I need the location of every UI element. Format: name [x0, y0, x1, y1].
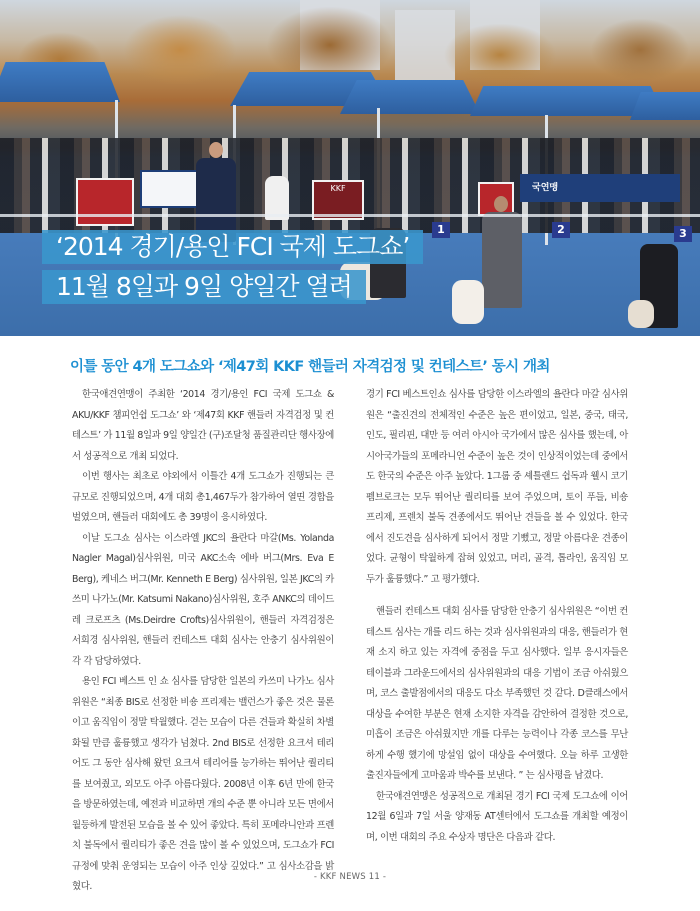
paragraph: 이날 도그쇼 심사는 이스라엘 JKC의 욜란다 마갈(Ms. Yolanda Nagler Magal)심사위원, 미국 AKC소속 에바 버그(Mrs. Eva E Berg), 케네스 버그(Mr. Kenneth E Berg) 심사위원, 일본 JKC의 카쓰미 나가노(Mr. Katsumi Nakano)심사위원, 호주 ANKC의 데이드레 크로프츠 (Ms.Deirdre Crofts)심사위원이, 핸들러 자격검정은 서희경 심사위원, 핸들러 컨테스트 대회 심사는 안충기 심사위원이 각 각 담당하였다.	[72, 532, 334, 667]
page-footer: - KKF NEWS 11 -	[313, 872, 387, 882]
show-dog	[452, 280, 484, 324]
board-label: KKF	[330, 184, 346, 193]
ring-banner-text: 국연맹	[532, 183, 559, 193]
show-dog	[628, 300, 654, 328]
hero-photo	[0, 0, 700, 336]
headline-line-1: ‘2014 경기/용인 FCI 국제 도그쇼’	[42, 230, 423, 264]
ring-number-sign: 3	[674, 226, 692, 242]
ring-banner	[520, 174, 680, 202]
person-head	[209, 142, 223, 158]
judge-table	[76, 178, 134, 226]
canopy-tent	[630, 92, 700, 120]
canopy-tent	[0, 62, 120, 102]
ring-rope	[0, 214, 700, 217]
paragraph: 한국애견연맹은 성공적으로 개최된 경기 FCI 국제 도그쇼에 이어 12월 6일과 7일 서울 양재동 AT센터에서 도그쇼를 개최할 예정이며, 이번 대회의 주요 수상자 명단은 다음과 같다.	[366, 790, 628, 843]
subheadline: 이틀 동안 4개 도그쇼와 ‘제47회 KKF 핸들러 자격검정 및 컨테스트’ 동시 개최	[70, 359, 550, 375]
article-left-column	[72, 385, 334, 898]
headline-line-2: 11월 8일과 9일 양일간 열려	[42, 270, 366, 304]
ring-number-sign: 2	[552, 222, 570, 238]
handler-figure	[482, 212, 522, 308]
paragraph: 한국애견연맹이 주최한 ‘2014 경기/용인 FCI 국제 도그쇼 & AKU/KKF 챔피언쉽 도그쇼’ 와 ‘제47회 KKF 핸들러 자격검정 및 컨테스트’ 가 11월 8일과 9일 양일간 (구)조달청 품질관리단 행사장에서 성공적으로 개최 되었다.	[72, 389, 334, 462]
headline	[42, 230, 423, 304]
paragraph: 핸들러 컨테스트 대회 심사를 담당한 안충기 심사위원은 “이번 컨테스트 심사는 개를 리드 하는 것과 심사위원과의 대응, 핸들러가 현재 소지 하고 있는 자격에 중점을 두고 심사했다. 일부 응시자들은 테이블과 그라운드에서의 심사위원과의 대응 기법이 조금 아쉬웠으며, 코스 출발점에서의 대응도 다소 부족했던 것 같다. D클래스에서 대상을 수여한 부분은 현재 소지한 자격을 감안하여 결정한 것으로, 미흡이 조금은 아쉬웠지만 개를 다루는 능력이나 각종 코스를 무난하게 수행 했기에 망설임 없이 대상을 수여했다. 오늘 하루 고생한 출진자들에게 고마움과 박수를 보낸다. ” 는 심사평을 남겼다.	[366, 606, 628, 781]
person-head	[494, 196, 508, 212]
article-right-column	[366, 385, 628, 848]
paragraph: 용인 FCI 베스트 인 쇼 심사를 담당한 일본의 카쓰미 나가노 심사위원은 “최종 BIS로 선정한 비숑 프리제는 밸런스가 좋은 것은 물론이고 움직임이 정말 탁월했다. 걷는 모습이 다른 견들과 확실히 차별화될 만큼 훌륭했고 생각가 넘쳤다. 2nd BIS로 선정한 요크셔 테리어도 그 동안 심사해 왔던 요크셔 테리어를 능가하는 뛰어난 퀄리티를 보여줬고, 외모도 아주 아름다웠다. 2008년 이후 6년 만에 한국을 방문하였는데, 예전과 비교하면 개의 수준 뿐 아니라 모든 면에서 월등하게 발전된 모습을 볼 수 있어 좋았다. 특히 포메라니안과 프렌치 불독에서 퀄리티가 좋은 견을 많이 볼 수 있었으며, 도그쇼가 FCI 규정에 맞춰 운영되는 모습이 아주 인상 깊었다.” 고 심사소감을 밝혔다.	[72, 676, 334, 892]
canopy-tent	[340, 80, 480, 114]
ring-number-sign: 1	[432, 222, 450, 238]
paragraph: 이번 행사는 최초로 야외에서 이틀간 4개 도그쇼가 진행되는 큰 규모로 진행되었으며, 4개 대회 총1,467두가 참가하여 열띤 경합을 벌였으며, 핸들러 대회에도 총 39명이 응시하였다.	[72, 471, 334, 523]
paragraph: 경기 FCI 베스트인쇼 심사를 담당한 이스라엘의 욜란다 마갈 심사위원은 “출진견의 전체적인 수준은 높은 편이었고, 일본, 중국, 태국, 인도, 필리핀, 대만 등 여러 아시아 국가에서 많은 심사를 했는데, 아시아국가들의 포메라니언 수준이 높은 것이 인상적이었는데 중에서도 한국의 수준은 아주 높았다. 1그룹 중 셰틀랜드 쉽독과 웰시 코기 펨브로크는 모두 뛰어난 퀄리티를 보여 주었으며, 토이 푸들, 비숑 프리제, 프렌치 불독 견종에서도 뛰어난 견들을 볼 수 있었다. 한국에서 진도견을 심사하게 되어서 정말 기뻤고, 정말 아름다운 견종이었다. 균형이 탁월하게 잡혀 있었고, 머리, 골격, 톱라인, 움직임 모두가 훌륭했다.” 고 평가했다.	[366, 389, 628, 585]
